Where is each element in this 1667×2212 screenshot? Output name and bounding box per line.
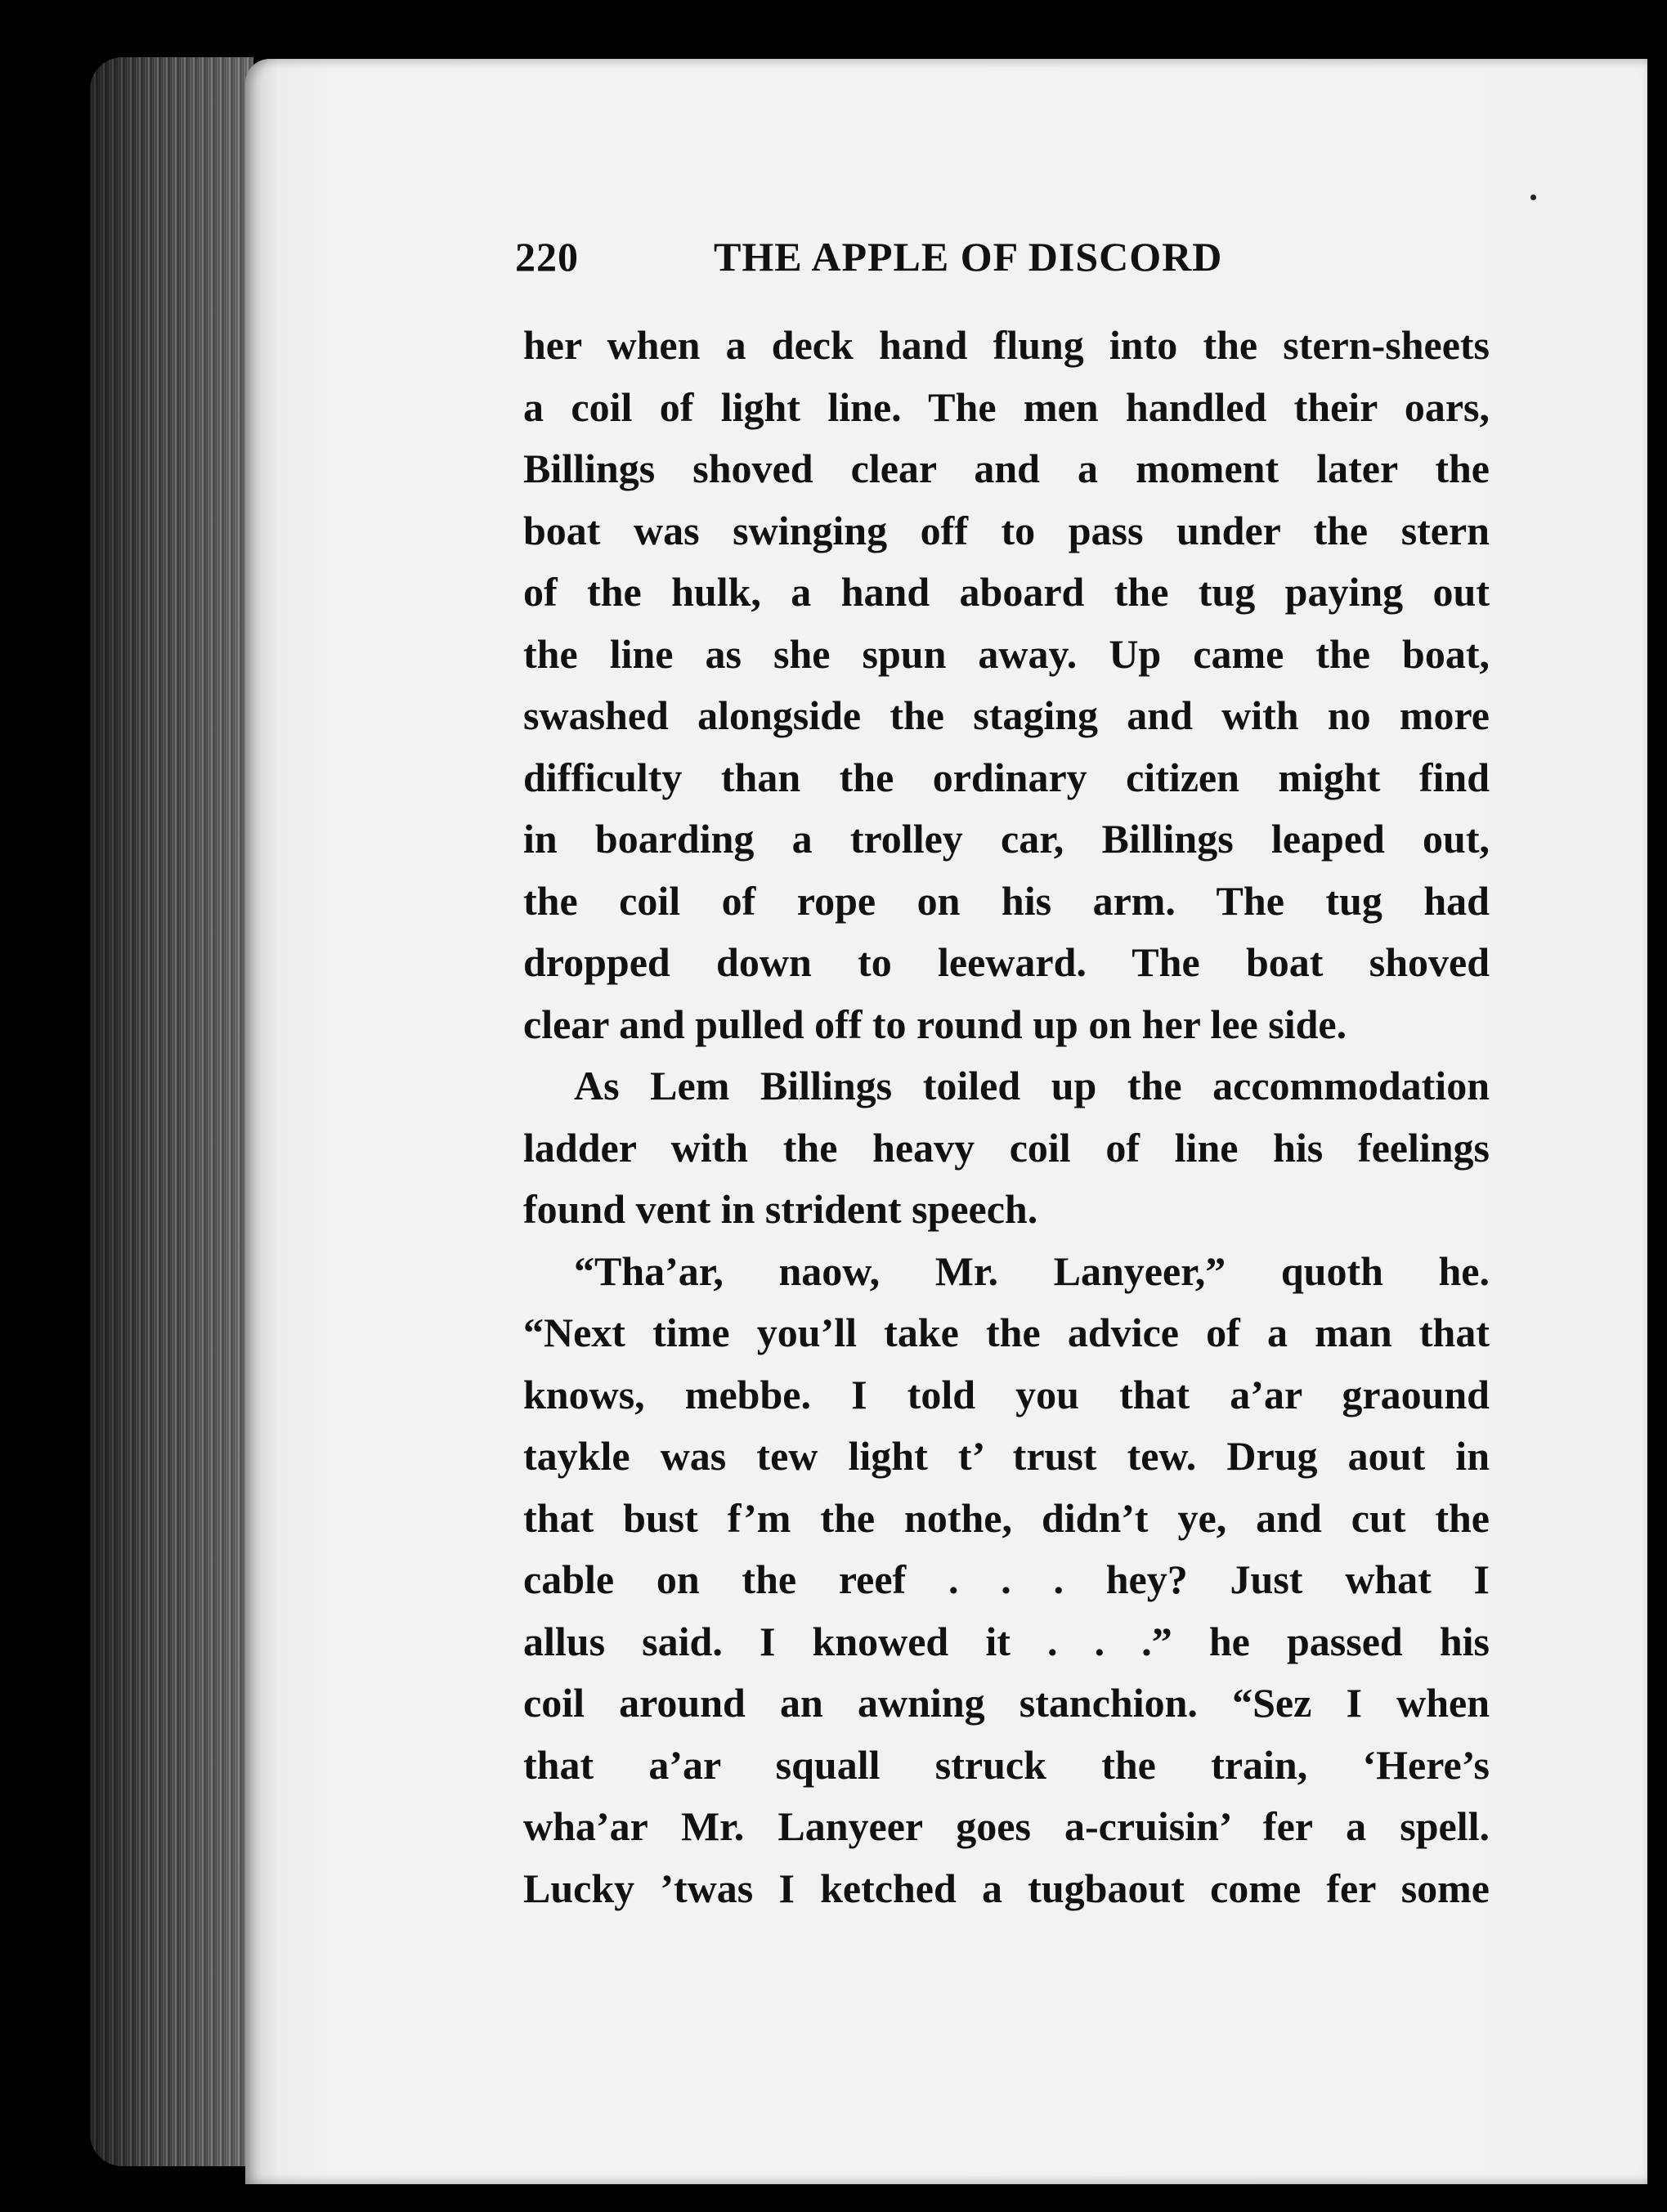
text-line: Billings shoved clear and a moment later the <box>523 446 1490 491</box>
text-line: coil around an awning stanchion. “Sez I when <box>523 1680 1490 1726</box>
text-line: boat was swinging off to pass under the stern <box>523 507 1490 553</box>
text-line: “Next time you’ll take the advice of a man that <box>523 1310 1490 1355</box>
running-title: THE APPLE OF DISCORD <box>714 234 1223 280</box>
text-line: in boarding a trolley car, Billings leaped out, <box>523 816 1490 862</box>
text-line: taykle was tew light t’ trust tew. Drug aout in <box>523 1433 1490 1479</box>
text-line: swashed alongside the staging and with no more <box>523 692 1490 738</box>
running-head <box>515 233 1333 290</box>
text-line: the coil of rope on his arm. The tug had <box>523 877 1490 924</box>
text-line: knows, mebbe. I told you that a’ar graound <box>523 1371 1490 1417</box>
text-line: Lucky ’twas I ketched a tugbaout come fer some <box>523 1865 1490 1911</box>
text-line: found vent in strident speech. <box>523 1186 1038 1232</box>
text-line: “Tha’ar, naow, Mr. Lanyeer,” quoth he. <box>574 1247 1490 1294</box>
book-edge-shadow <box>90 57 253 2166</box>
text-line: allus said. I knowed it . . .” he passed his <box>523 1618 1490 1664</box>
text-line: As Lem Billings toiled up the accommodation <box>574 1063 1490 1108</box>
text-line: a coil of light line. The men handled their oars, <box>523 383 1490 430</box>
text-line: clear and pulled off to round up on her lee side. <box>523 1001 1347 1047</box>
text-line: of the hulk, a hand aboard the tug paying out <box>523 569 1490 615</box>
text-line: dropped down to leeward. The boat shoved <box>523 939 1490 985</box>
print-speck <box>1530 195 1536 200</box>
text-line: difficulty than the ordinary citizen might find <box>523 754 1490 800</box>
text-line: her when a deck hand flung into the stern-sheets <box>523 322 1490 368</box>
body-text <box>523 315 1490 1919</box>
text-line: wha’ar Mr. Lanyeer goes a-cruisin’ fer a spell. <box>523 1803 1490 1849</box>
text-line: that a’ar squall struck the train, ‘Here’s <box>523 1741 1490 1788</box>
text-line: that bust f’m the nothe, didn’t ye, and cut the <box>523 1494 1490 1541</box>
page-number: 220 <box>515 234 579 280</box>
text-line: the line as she spun away. Up came the boat, <box>523 630 1490 677</box>
text-line: ladder with the heavy coil of line his feelings <box>523 1124 1490 1171</box>
text-line: cable on the reef . . . hey? Just what I <box>523 1556 1490 1602</box>
